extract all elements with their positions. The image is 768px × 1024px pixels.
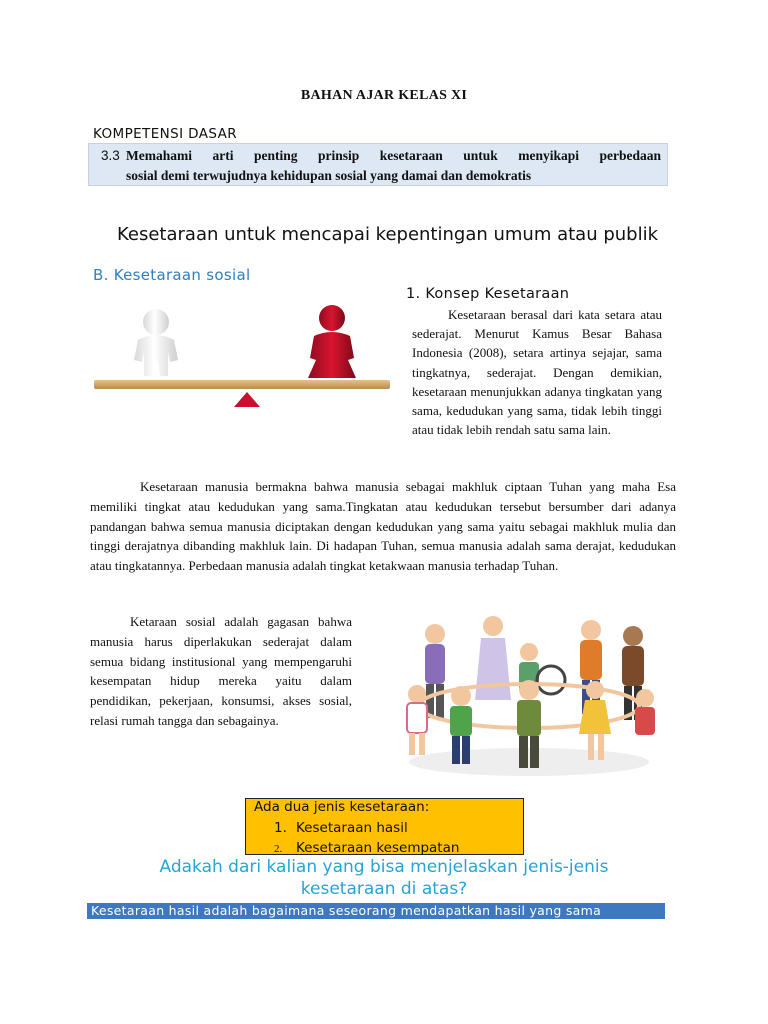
white-figure-icon <box>134 309 178 376</box>
kompetensi-dasar-box <box>88 143 668 186</box>
kesetaraan-sosial-paragraph: Ketaraan sosial adalah gagasan bahwa manusia harus diperlakukan sederajat dalam semua bidang institusional yang mempengaruhi kesempatan hidup mereka yaitu dalam pendidikan, pekerjaan, konsumsi, akses sosial, relasi rumah tangga dan sebagainya. <box>90 614 352 728</box>
document-title: BAHAN AJAR KELAS XI <box>300 88 468 103</box>
answer-highlight-bar: Kesetaraan hasil adalah bagaimana seseorang mendapatkan hasil yang sama <box>87 903 665 919</box>
list-item-number: 1. <box>274 820 287 836</box>
types-box-title: Ada dua jenis kesetaraan: <box>254 799 430 815</box>
section-heading: B. Kesetaraan sosial <box>93 266 251 284</box>
konsep-heading: 1. Konsep Kesetaraan <box>406 286 570 302</box>
list-item-label: Kesetaraan kesempatan <box>296 840 460 855</box>
list-item <box>274 838 459 855</box>
kesetaraan-manusia-paragraph: Kesetaraan manusia bermakna bahwa manusia sebagai makhluk ciptaan Tuhan yang maha Esa memiliki tingkat atau kedudukan yang sama.Tingkatan atau kedudukan tersebut bersumber dari adanya pandangan bahwa semua manusia diciptakan dengan kedudukan yang sama yaitu sebagai makhluk mulia dan tinggi derajatnya dibanding makhluk lain. Di hadapan Tuhan, semua manusia adalah sama derajat, kedudukan atau tingkatannya. Perbedaan manusia adalah tingkat ketakwaan manusia terhadap Tuhan. <box>90 479 676 574</box>
main-heading: Kesetaraan untuk mencapai kepentingan umum atau publik <box>117 224 659 245</box>
kompetensi-dasar-label: KOMPETENSI DASAR <box>93 126 238 142</box>
kompetensi-text-line2: sosial demi terwujudnya kehidupan sosial yang damai dan demokratis <box>126 168 532 183</box>
konsep-paragraph: Kesetaraan berasal dari kata setara atau sederajat. Menurut Kamus Besar Bahasa Indonesia (2008), setara artinya sejajar, sama tingkatnya, sederajat. Dengan demikian, kesetaraan menunjukkan adanya tingkatan yang sama, kedudukan yang sama, tidak lebih tinggi atau tidak lebih rendah satu sama lain. <box>412 307 662 438</box>
kompetensi-number: 3.3 <box>101 148 120 163</box>
kompetensi-text-line1: Memahami arti penting prinsip kesetaraan untuk menyikapi perbedaan <box>126 148 661 163</box>
question-line1: Adakah dari kalian yang bisa menjelaskan jenis-jenis <box>159 857 609 877</box>
types-of-equality-box <box>245 798 524 855</box>
list-item <box>274 818 459 838</box>
types-list <box>274 818 459 855</box>
question-line2: kesetaraan di atas? <box>300 879 468 899</box>
children-circle-illustration <box>395 610 663 780</box>
balance-scale-illustration <box>92 300 392 412</box>
list-item-number: 2. <box>274 843 283 855</box>
list-item-label: Kesetaraan hasil <box>296 820 408 836</box>
red-figure-icon <box>308 305 356 378</box>
